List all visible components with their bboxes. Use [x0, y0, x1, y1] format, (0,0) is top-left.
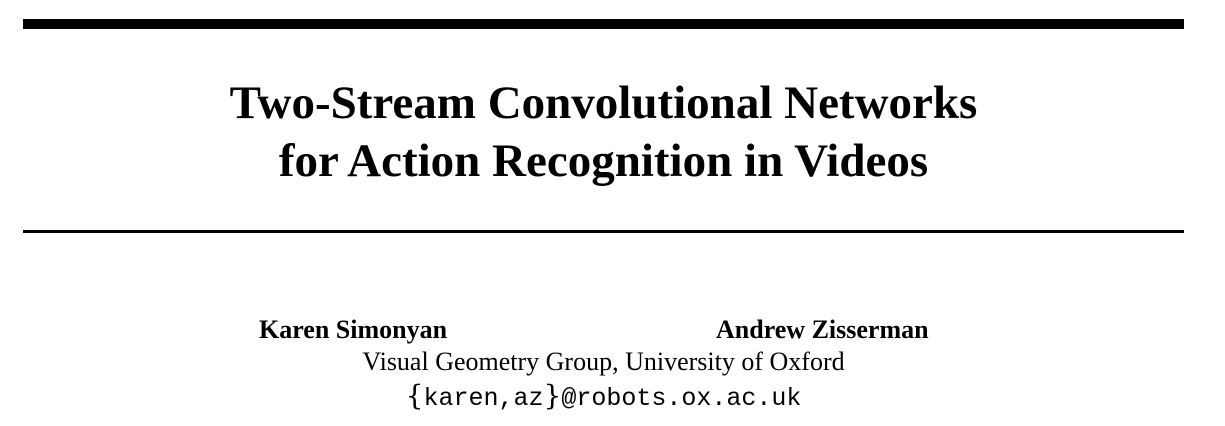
affiliation: Visual Geometry Group, University of Oxford [362, 347, 845, 376]
top-rule [23, 19, 1184, 29]
author-name-1: Karen Simonyan [259, 315, 448, 344]
title-line-1: Two-Stream Convolutional Networks [229, 77, 978, 129]
paper-title [23, 74, 1184, 190]
bottom-rule [23, 230, 1184, 233]
author-email [23, 379, 1184, 416]
email-open-brace: { [405, 379, 424, 412]
email-domain: @robots.ox.ac.uk [561, 384, 802, 413]
email-close-brace: } [543, 379, 562, 412]
title-line-2: for Action Recognition in Videos [278, 135, 929, 187]
email-users: karen,az [423, 384, 544, 413]
author-name-2: Andrew Zisserman [716, 315, 929, 344]
